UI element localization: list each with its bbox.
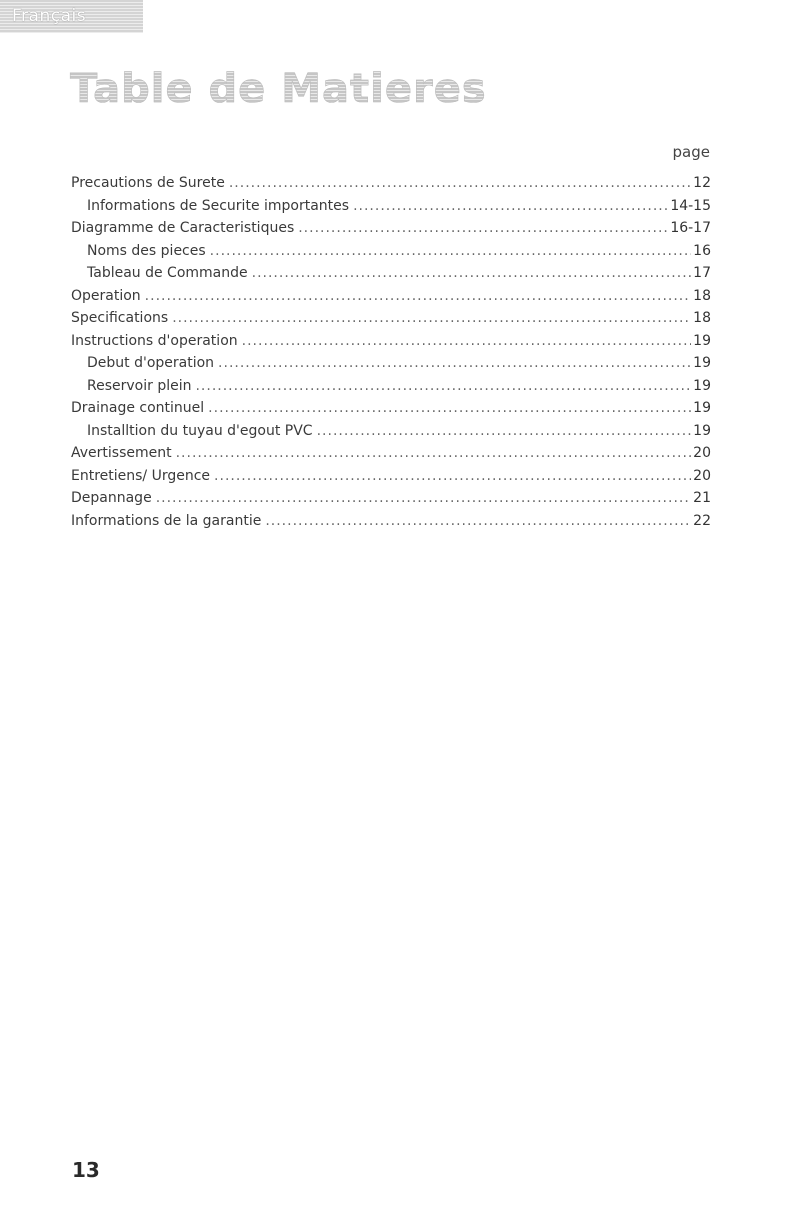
toc-entry-page: 20	[693, 445, 711, 461]
toc-entry	[71, 240, 711, 263]
toc-dot-leader	[145, 285, 692, 308]
toc-dot-leader	[218, 352, 691, 375]
toc-entry	[71, 397, 711, 420]
toc-dot-leader	[208, 397, 691, 420]
toc-dot-leader	[229, 172, 691, 195]
toc-entry-page: 22	[693, 512, 711, 529]
toc-entry	[71, 375, 711, 398]
toc-entry-page: 19	[693, 400, 711, 416]
toc-entry	[71, 262, 711, 285]
toc-entry-label: Specifications	[71, 310, 169, 326]
toc-entry-label: Installtion du tuyau d'egout PVC	[87, 422, 313, 439]
toc-entry	[71, 487, 711, 510]
toc-entry-label: Precautions de Surete	[71, 175, 225, 191]
toc-entry-page: 21	[693, 490, 711, 506]
toc-entry	[71, 442, 711, 465]
toc-entry	[71, 285, 711, 308]
toc-entry-label: Informations de la garantie	[71, 512, 262, 529]
toc-dot-leader	[265, 510, 691, 533]
toc-entry-label: Instructions d'operation	[71, 332, 238, 349]
toc-dot-leader	[176, 442, 692, 465]
page-column-header: page	[672, 143, 710, 161]
toc-dot-leader	[172, 307, 691, 330]
toc-entry-page: 12	[693, 175, 711, 191]
toc-entry-label: Avertissement	[71, 445, 172, 461]
page-number: 13	[72, 1158, 100, 1182]
toc-entry-label: Reservoir plein	[87, 377, 192, 394]
toc-entry-label: Tableau de Commande	[87, 265, 248, 281]
toc-entry-label: Entretiens/ Urgence	[71, 467, 211, 484]
toc-entry-label: Operation	[71, 287, 141, 304]
toc-dot-leader	[353, 195, 668, 218]
page-title: Table de Matieres	[70, 66, 487, 112]
toc-entry	[71, 510, 711, 533]
language-tab: Français	[0, 0, 143, 33]
toc-dot-leader	[195, 375, 691, 398]
toc-entry	[71, 217, 711, 240]
toc-entry-page: 19	[693, 377, 711, 394]
toc-entry-label: Depannage	[71, 490, 152, 506]
toc-entry-page: 16	[693, 242, 711, 259]
toc-entry	[71, 420, 711, 443]
toc-dot-leader	[156, 487, 691, 510]
toc-entry-page: 19	[693, 422, 711, 439]
toc-dot-leader	[214, 465, 691, 488]
toc-entry-page: 18	[693, 287, 711, 304]
toc-entry-page: 18	[693, 310, 711, 326]
table-of-contents	[71, 172, 711, 532]
toc-dot-leader	[242, 330, 692, 353]
toc-entry	[71, 330, 711, 353]
toc-entry-label: Diagramme de Caracteristiques	[71, 220, 295, 236]
toc-entry-label: Informations de Securite importantes	[87, 197, 350, 214]
toc-entry	[71, 465, 711, 488]
toc-entry	[71, 195, 711, 218]
toc-dot-leader	[210, 240, 692, 263]
toc-entry-page: 19	[693, 355, 711, 371]
toc-entry-page: 20	[693, 467, 711, 484]
toc-entry	[71, 172, 711, 195]
toc-entry-label: Noms des pieces	[87, 242, 206, 259]
toc-entry-label: Drainage continuel	[71, 400, 205, 416]
toc-entry-page: 16-17	[670, 220, 711, 236]
toc-entry-page: 14-15	[670, 197, 711, 214]
toc-entry-label: Debut d'operation	[87, 355, 215, 371]
toc-entry	[71, 307, 711, 330]
toc-entry	[71, 352, 711, 375]
toc-dot-leader	[298, 217, 668, 240]
toc-dot-leader	[252, 262, 692, 285]
toc-entry-page: 19	[693, 332, 711, 349]
toc-entry-page: 17	[693, 265, 711, 281]
toc-dot-leader	[317, 420, 692, 443]
